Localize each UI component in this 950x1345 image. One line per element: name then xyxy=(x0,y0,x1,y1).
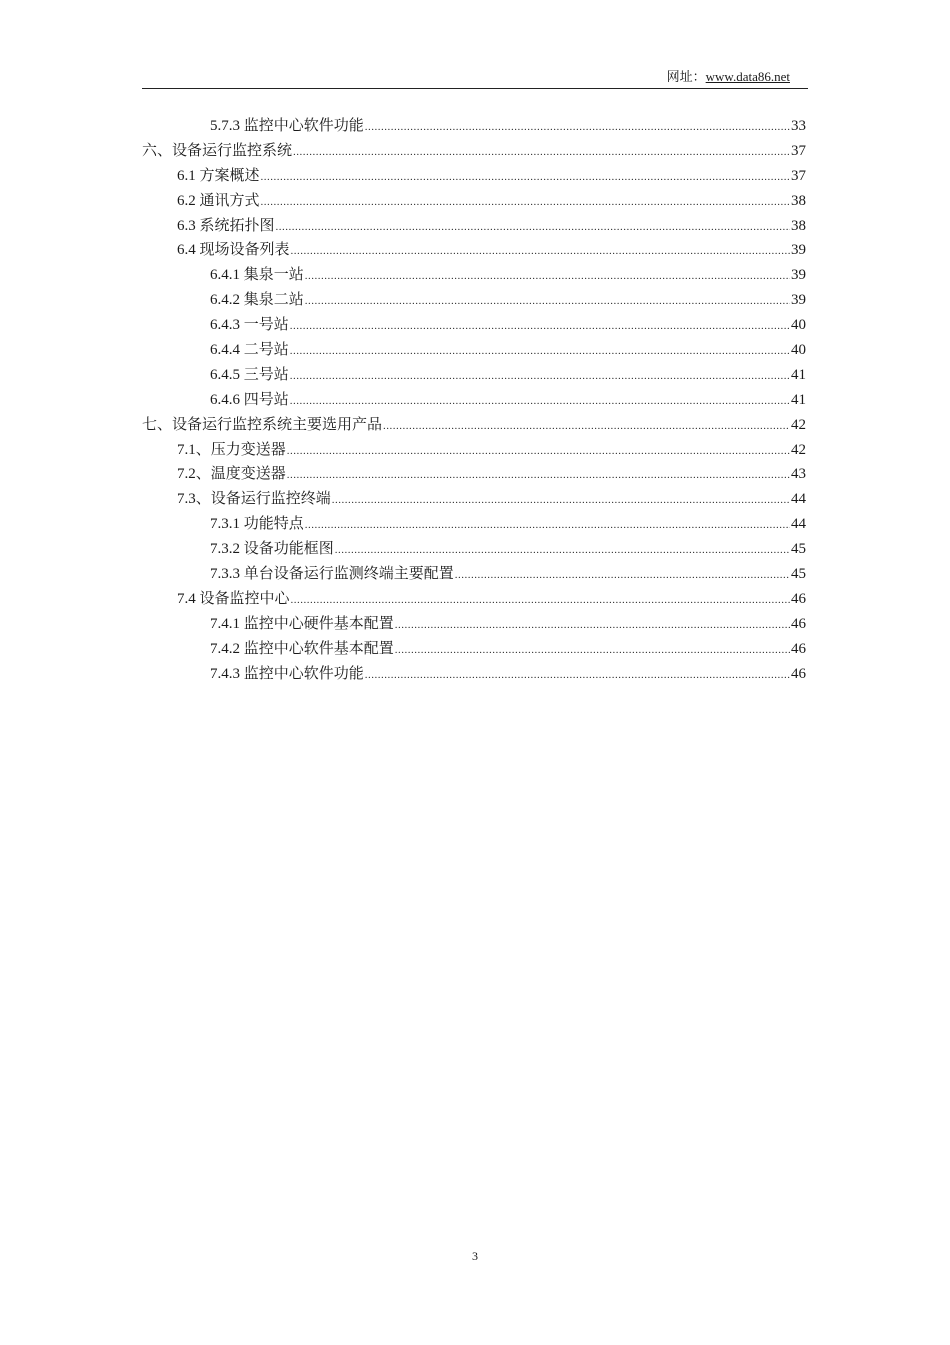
toc-dot-leader xyxy=(305,264,790,289)
toc-entry-page: 39 xyxy=(791,267,806,284)
toc-dot-leader xyxy=(383,414,790,439)
toc-entry-page: 40 xyxy=(791,317,806,334)
toc-entry[interactable] xyxy=(142,164,806,189)
header-website-label: 网址： xyxy=(666,69,706,84)
toc-entry-page: 44 xyxy=(791,516,806,533)
toc-entry[interactable] xyxy=(142,438,806,463)
toc-entry[interactable] xyxy=(142,562,806,587)
header-website xyxy=(667,69,790,85)
toc-dot-leader xyxy=(293,140,790,165)
toc-entry-page: 37 xyxy=(791,167,806,184)
toc-dot-leader xyxy=(261,165,790,190)
toc-entry-page: 38 xyxy=(791,192,806,209)
toc-dot-leader xyxy=(291,588,790,613)
toc-entry-page: 46 xyxy=(791,615,806,632)
toc-entry-title: 6.4.6 四号站 xyxy=(210,391,289,408)
toc-dot-leader xyxy=(290,339,790,364)
toc-entry-title: 6.4 现场设备列表 xyxy=(177,242,290,259)
toc-dot-leader xyxy=(276,215,790,240)
toc-entry-title: 7.3.1 功能特点 xyxy=(210,516,304,533)
toc-entry-title: 6.4.3 一号站 xyxy=(210,317,289,334)
toc-entry-title: 7.2、温度变送器 xyxy=(177,466,286,483)
toc-entry-page: 45 xyxy=(791,566,806,583)
toc-entry-title: 七、设备运行监控系统主要选用产品 xyxy=(142,416,383,433)
toc-entry-page: 41 xyxy=(791,366,806,383)
toc-entry[interactable] xyxy=(142,537,806,562)
toc-entry-page: 42 xyxy=(791,441,806,458)
toc-entry[interactable] xyxy=(142,338,806,363)
toc-entry[interactable] xyxy=(142,214,806,239)
toc-entry-page: 43 xyxy=(791,466,806,483)
toc-dot-leader xyxy=(455,563,790,588)
toc-entry-page: 39 xyxy=(791,242,806,259)
toc-entry[interactable] xyxy=(142,263,806,288)
toc-dot-leader xyxy=(291,239,790,264)
page-number: 3 xyxy=(472,1249,478,1263)
toc-entry[interactable] xyxy=(142,637,806,662)
toc-dot-leader xyxy=(365,663,790,688)
toc-entry[interactable] xyxy=(142,462,806,487)
toc-entry[interactable] xyxy=(142,388,806,413)
toc-entry-page: 33 xyxy=(791,118,806,134)
table-of-contents xyxy=(142,114,806,686)
toc-dot-leader xyxy=(305,289,790,314)
toc-entry-page: 46 xyxy=(791,665,806,682)
toc-entry[interactable] xyxy=(142,238,806,263)
header-website-link[interactable]: www.data86.net xyxy=(705,69,790,84)
toc-dot-leader xyxy=(287,463,790,488)
toc-entry[interactable] xyxy=(142,363,806,388)
toc-dot-leader xyxy=(365,115,790,140)
toc-dot-leader xyxy=(290,364,790,389)
toc-entry-title: 7.4.1 监控中心硬件基本配置 xyxy=(210,615,394,632)
toc-entry-title: 6.4.1 集泉一站 xyxy=(210,267,304,284)
toc-entry-title: 六、设备运行监控系统 xyxy=(142,142,293,159)
toc-entry-page: 41 xyxy=(791,391,806,408)
toc-entry[interactable] xyxy=(142,512,806,537)
toc-entry-page: 39 xyxy=(791,292,806,309)
toc-entry[interactable] xyxy=(142,189,806,214)
toc-entry-title: 7.3.3 单台设备运行监测终端主要配置 xyxy=(210,566,454,583)
toc-entry-page: 46 xyxy=(791,590,806,607)
toc-dot-leader xyxy=(287,439,790,464)
toc-entry-title: 6.2 通讯方式 xyxy=(177,192,260,209)
toc-entry-page: 42 xyxy=(791,416,806,433)
toc-entry-page: 45 xyxy=(791,541,806,558)
toc-entry-page: 37 xyxy=(791,142,806,159)
toc-entry-title: 5.7.3 监控中心软件功能 xyxy=(210,118,364,134)
toc-entry-title: 6.4.5 三号站 xyxy=(210,366,289,383)
toc-dot-leader xyxy=(261,190,790,215)
toc-entry-title: 7.4.3 监控中心软件功能 xyxy=(210,665,364,682)
toc-entry-title: 6.4.2 集泉二站 xyxy=(210,292,304,309)
toc-dot-leader xyxy=(332,488,790,513)
toc-entry[interactable] xyxy=(142,288,806,313)
toc-entry[interactable] xyxy=(142,139,806,164)
toc-entry[interactable] xyxy=(142,114,806,139)
toc-entry-title: 7.3.2 设备功能框图 xyxy=(210,541,334,558)
toc-dot-leader xyxy=(305,513,790,538)
toc-dot-leader xyxy=(335,538,790,563)
toc-entry-title: 7.4.2 监控中心软件基本配置 xyxy=(210,640,394,657)
page-header xyxy=(142,66,808,89)
toc-entry-page: 38 xyxy=(791,217,806,234)
toc-entry[interactable] xyxy=(142,313,806,338)
toc-entry-title: 7.1、压力变送器 xyxy=(177,441,286,458)
toc-dot-leader xyxy=(395,638,790,663)
toc-entry[interactable] xyxy=(142,662,806,687)
toc-entry-title: 7.3、设备运行监控终端 xyxy=(177,491,331,508)
toc-entry-title: 6.1 方案概述 xyxy=(177,167,260,184)
toc-entry-page: 40 xyxy=(791,342,806,359)
toc-entry-title: 7.4 设备监控中心 xyxy=(177,590,290,607)
toc-entry-title: 6.3 系统拓扑图 xyxy=(177,217,275,234)
toc-entry[interactable] xyxy=(142,587,806,612)
toc-entry-page: 46 xyxy=(791,640,806,657)
toc-entry[interactable] xyxy=(142,612,806,637)
toc-entry[interactable] xyxy=(142,487,806,512)
toc-entry[interactable] xyxy=(142,413,806,438)
toc-entry-page: 44 xyxy=(791,491,806,508)
toc-dot-leader xyxy=(395,613,790,638)
toc-dot-leader xyxy=(290,314,790,339)
toc-dot-leader xyxy=(290,389,790,414)
toc-entry-title: 6.4.4 二号站 xyxy=(210,342,289,359)
